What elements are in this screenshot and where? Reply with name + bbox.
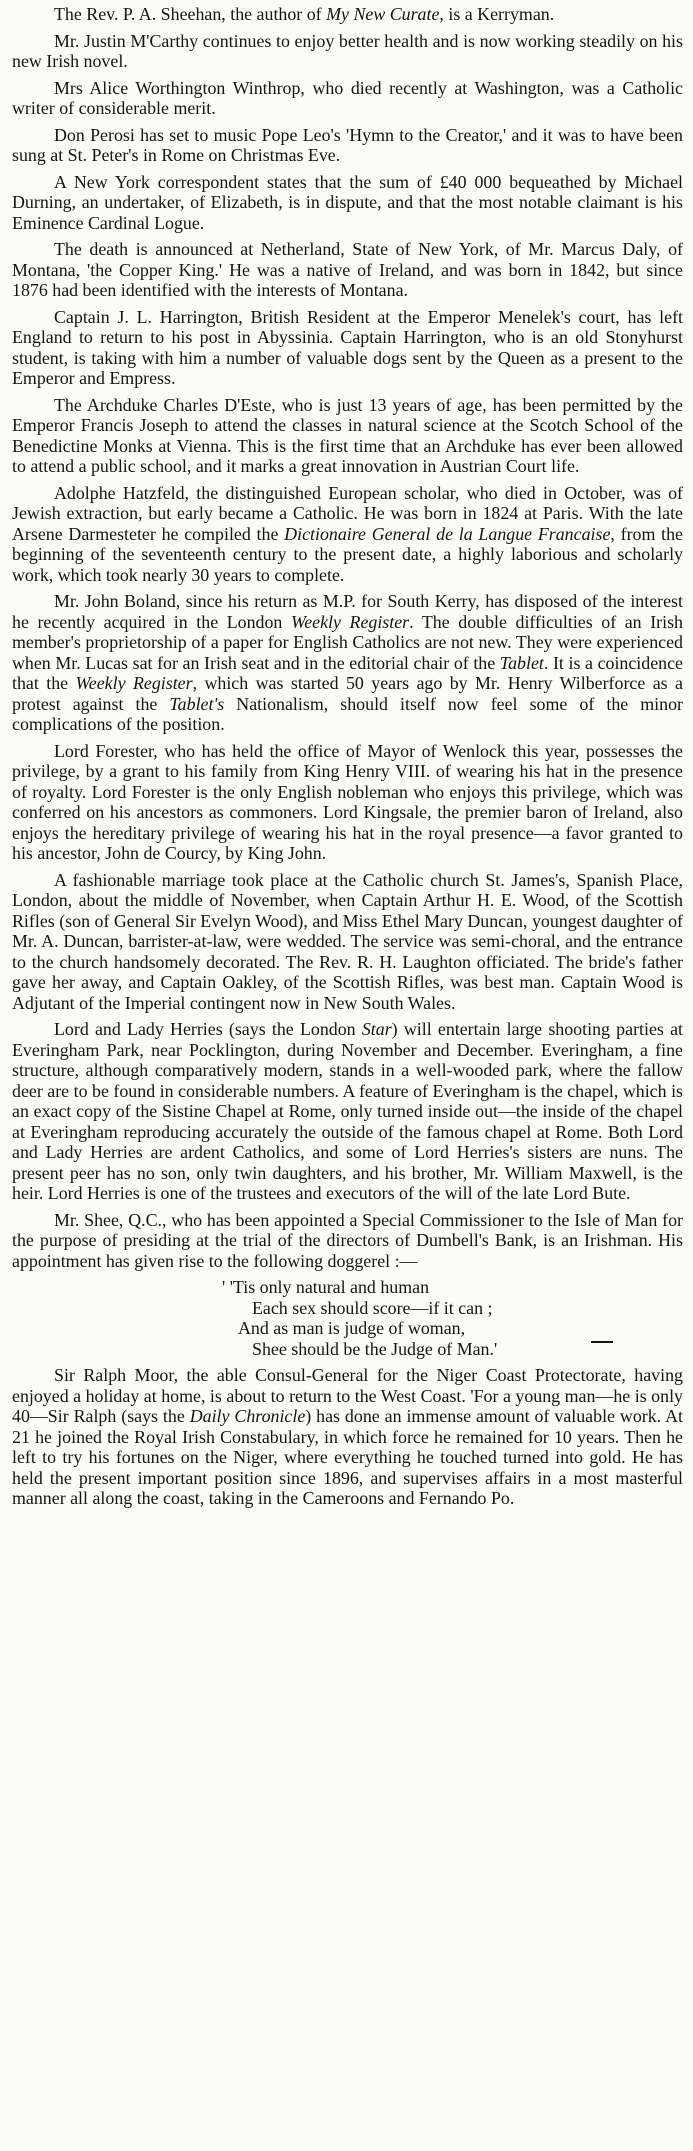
italic-title: Dictionaire General de la Langue Francaise [284, 523, 611, 544]
news-item [12, 172, 683, 234]
news-item [12, 239, 683, 301]
item-text: The Rev. P. A. Sheehan, the author of [54, 4, 327, 24]
verse-line: Each sex should score—if it can ; [252, 1297, 493, 1318]
doggerel-verse [12, 1277, 683, 1359]
item-text: Don Perosi has set to music Pope Leo's 'Hymn to the Creator,' and it was to have been sung at St. Peter's in Rome on Christmas Eve. [12, 124, 683, 165]
item-text: ) has done an immense amount of valuable work. At 21 he joined the Royal Irish Constabulary, in which force he remained for 10 years. Then he left to try his fortunes on the Niger, where everything he touched turned into gold. He has held the present important position since 1896, and supervises affairs in a most masterful manner all along the coast, taking in the Cameroons and Fernando Po. [12, 1406, 683, 1508]
news-item [12, 4, 683, 25]
news-item [12, 870, 683, 1014]
item-text: , from the beginning of the seventeenth century to the present date, a highly laborious and scholarly work, which took nearly 30 years to complete. [12, 523, 683, 585]
italic-title: My New Curate [326, 4, 440, 24]
item-text: Lord Forester, who has held the office of Mayor of Wenlock this year, possesses the privilege, by a grant to his family from King Henry VIII. of wearing his hat in the presence of royalty. Lord Forester is the only English nobleman who enjoys this privilege, which was conferred on his ancestors as commoners. Lord Kingsale, the premier baron of Ireland, also enjoys the hereditary privilege of wearing his hat in the royal presence—a favor granted to his ancestor, John de Courcy, by King John. [12, 740, 683, 863]
item-text: Mr. Shee, Q.C., who has been appointed a Special Commissioner to the Isle of Man for the purpose of presiding at the trial of the directors of Dumbell's Bank, is an Irishman. His appointment has given rise to the following doggerel :— [12, 1209, 683, 1271]
italic-title: Star [361, 1019, 392, 1039]
news-item [12, 741, 683, 864]
item-text: , is a Kerryman. [439, 4, 555, 24]
item-text: Mr. Justin M'Carthy continues to enjoy better health and is now working steadily on his new Irish novel. [12, 30, 683, 71]
verse-line: And as man is judge of woman, [238, 1318, 466, 1338]
news-item [12, 78, 683, 119]
item-text: The death is announced at Netherland, State of New York, of Mr. Marcus Daly, of Montana, 'the Copper King.' He was a native of Ireland, and was born in 1842, but since 1876 had been identified with the interests of Montana. [12, 239, 683, 300]
item-text: , which was started 50 years ago by Mr. Henry Wilberforce as a protest against the [12, 673, 683, 714]
news-item [12, 1019, 683, 1204]
item-text: Adolphe Hatzfeld, the distinguished European scholar, who died in October, was of Jewish extraction, but early became a Catholic. He was born in 1824 at Paris. With the late Arsene Darmesteter he compiled the [12, 482, 683, 544]
item-text: Mrs Alice Worthington Winthrop, who died recently at Washington, was a Catholic writer of considerable merit. [12, 77, 683, 118]
news-item [12, 307, 683, 389]
item-text: . The double difficulties of an Irish member's proprietorship of a paper for English Catholics are not new. They were experienced when Mr. Lucas sat for an Irish seat and in the editorial chair of the [12, 611, 683, 673]
item-text: . It is a coincidence that the [12, 652, 683, 693]
rule-dash [591, 1341, 613, 1343]
item-text: Lord and Lady Herries (says the London [54, 1019, 362, 1039]
news-item [12, 395, 683, 477]
italic-title: Tablet's [169, 693, 225, 714]
news-item [12, 1365, 683, 1509]
verse-line: Shee should be the Judge of Man.' [252, 1338, 498, 1359]
item-text: A New York correspondent states that the sum of £40 000 bequeathed by Michael Durning, an undertaker, of Elizabeth, is in dispute, and that the most notable claimant is his Eminence Cardinal Logue. [12, 171, 683, 233]
item-text: A fashionable marriage took place at the Catholic church St. James's, Spanish Place, London, about the middle of November, when Captain Arthur H. E. Wood, of the Scottish Rifles (son of General Sir Evelyn Wood), and Miss Ethel Mary Duncan, youngest daughter of Mr. A. Duncan, barrister-at-law, were wedded. The service was semi-choral, and the entrance to the church handsomely decorated. The Rev. R. H. Laughton officiated. The bride's father gave her away, and Captain Oakley, of the Scottish Rifles, was best man. Captain Wood is Adjutant of the Imperial contingent now in New South Wales. [12, 869, 683, 1013]
verse-line: ' 'Tis only natural and human [222, 1277, 430, 1297]
news-item [12, 591, 683, 735]
news-items [12, 4, 683, 1271]
news-items-closing [12, 1365, 683, 1509]
item-text: ) will entertain large shooting parties at Everingham Park, near Pocklington, during November and December. Everingham, a fine structure, although comparatively modern, stands in a well-wooded park, where the fallow deer are to be found in considerable numbers. A feature of Everingham is the chapel, which is an exact copy of the Sistine Chapel at Rome, only turned inside out—the inside of the chapel at Everingham reproducing accurately the outside of the famous chapel at Rome. Both Lord and Lady Herries are ardent Catholics, and some of Lord Herries's sisters are nuns. The present peer has no son, only twin daughters, and his brother, Mr. William Maxwell, is the heir. Lord Herries is one of the trustees and executors of the will of the late Lord Bute. [12, 1019, 683, 1203]
news-item [12, 31, 683, 72]
item-text: Captain J. L. Harrington, British Resident at the Emperor Menelek's court, has left England to return to his post in Abyssinia. Captain Harrington, who is an old Stonyhurst student, is taking with him a number of valuable dogs sent by the Queen as a present to the Emperor and Empress. [12, 306, 683, 388]
news-item [12, 125, 683, 166]
item-text: The Archduke Charles D'Este, who is just 13 years of age, has been permitted by the Emperor Francis Joseph to attend the classes in natural science at the Scotch School of the Benedictine Monks at Vienna. This is the first time that an Archduke has ever been allowed to attend a public school, and it marks a great innovation in Austrian Court life. [12, 394, 683, 476]
news-item [12, 483, 683, 586]
news-item [12, 1210, 683, 1272]
italic-title: Daily Chronicle [189, 1406, 306, 1426]
italic-title: Weekly Register [75, 673, 193, 693]
italic-title: Weekly Register [290, 611, 410, 632]
item-text: Nationalism, should itself now feel some of the minor complications of the position. [12, 693, 683, 734]
italic-title: Tablet [499, 652, 544, 673]
item-text: Sir Ralph Moor, the able Consul-General for the Niger Coast Protectorate, having enjoyed a holiday at home, is about to return to the West Coast. 'For a young man—he is only 40—Sir Ralph (says the [12, 1365, 683, 1426]
item-text: Mr. John Boland, since his return as M.P. for South Kerry, has disposed of the interest he recently acquired in the London [12, 591, 683, 632]
